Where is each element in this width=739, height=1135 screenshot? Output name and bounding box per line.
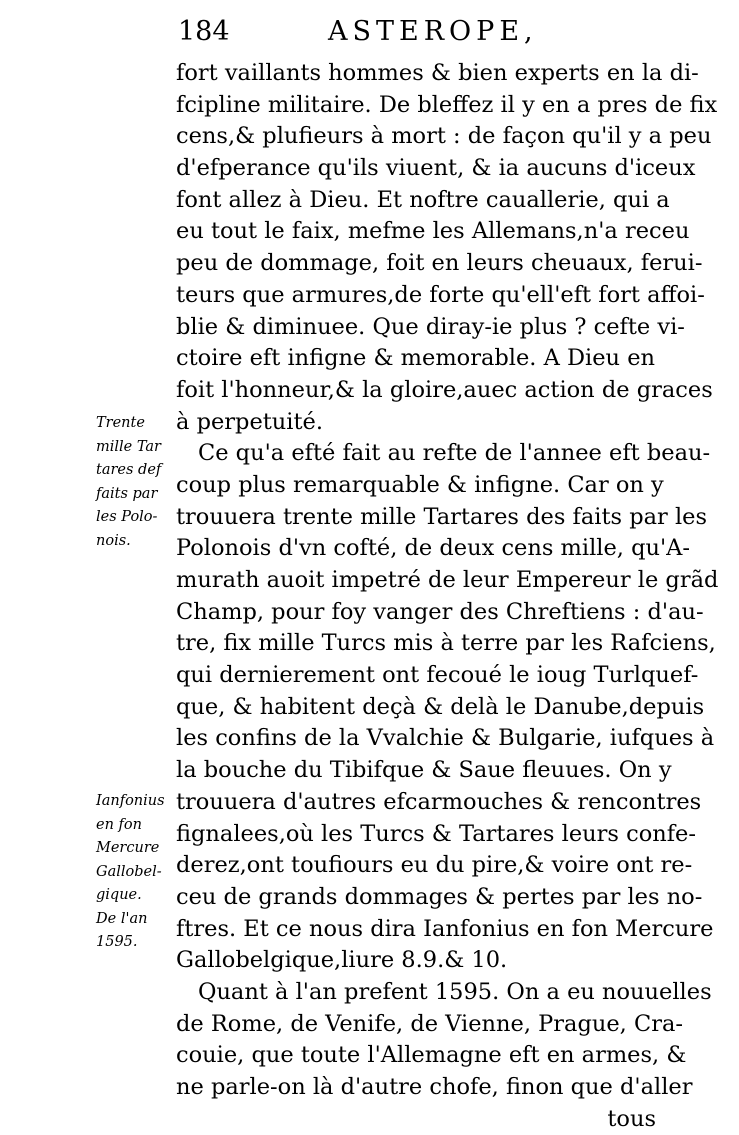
text-line: blie & diminuee. Que diray-ie plus ? cefte vi- <box>176 313 685 340</box>
text-line: que, & habitent deçà & delà le Danube,depuis <box>176 693 705 720</box>
text-line: ftres. Et ce nous dira Ianfonius en fon Mercure <box>176 915 714 942</box>
marginal-line: mille Tar <box>96 438 161 455</box>
text-line: cens,& plufieurs à mort : de façon qu'il y a peu <box>176 123 712 150</box>
paragraph-start-line: Ce qu'a efté fait au refte de l'annee eft beau- <box>198 440 711 467</box>
body-text <box>176 58 719 1135</box>
text-line: la bouche du Tibifque & Saue fleuues. On y <box>176 757 672 784</box>
text-line: teurs que armures,de forte qu'ell'eft fort affoi- <box>176 281 705 308</box>
text-line: tre, fix mille Turcs mis à terre par les Rafciens, <box>176 630 716 657</box>
text-line: Gallobelgique,liure 8.9.& 10. <box>176 947 508 974</box>
text-line: ceu de grands dommages & pertes par les no- <box>176 883 703 910</box>
text-line: trouuera trente mille Tartares des faits par les <box>176 503 708 530</box>
marginal-line: Ianfonius <box>96 793 165 809</box>
text-line: eu tout le faix, mefme les Allemans,n'a receu <box>176 218 690 245</box>
text-line: peu de dommage, foit en leurs cheuaux, ferui- <box>176 250 703 277</box>
text-line: fort vaillants hommes & bien experts en la di- <box>176 60 699 86</box>
text-line: à perpetuité. <box>176 408 323 435</box>
catchword: tous <box>607 1105 656 1132</box>
running-title: ASTEROPE, <box>328 16 538 47</box>
text-line: ctoire eft infigne & memorable. A Dieu en <box>176 345 656 372</box>
marginal-line: les Polo- <box>96 509 158 525</box>
marginal-line: faits par <box>96 485 158 502</box>
text-line: qui dernierement ont fecoué le ioug Turlquef- <box>176 662 699 689</box>
marginal-line: en fon <box>96 816 142 833</box>
marginal-line: De l'an <box>96 910 148 927</box>
page-number: 184 <box>178 16 230 47</box>
marginal-line: tares def <box>96 462 162 478</box>
marginal-line: Mercure <box>96 840 160 856</box>
text-line: murath auoit impetré de leur Empereur le grãd <box>176 567 719 593</box>
text-line: Polonois d'vn cofté, de deux cens mille, qu'A- <box>176 535 691 562</box>
marginal-note-jansonius <box>96 790 176 955</box>
text-line: couie, que toute l'Allemagne eft en armes, & <box>176 1042 687 1069</box>
paragraph-start-line: Quant à l'an prefent 1595. On a eu nouuelles <box>198 978 712 1005</box>
page-header <box>178 16 658 56</box>
marginal-note-tartars <box>96 412 176 553</box>
marginal-line: Gallobel- <box>96 863 162 880</box>
text-line: fignalees,où les Turcs & Tartares leurs confe- <box>176 820 696 847</box>
text-line: de Rome, de Venife, de Vienne, Prague, Cra- <box>176 1010 683 1037</box>
marginal-line: nois. <box>96 532 131 549</box>
text-line: ne parle-on là d'autre chofe, finon que d'aller <box>176 1074 693 1100</box>
text-line: fcipline militaire. De bleffez il y en a pres de fix <box>176 91 718 118</box>
text-line: derez,ont toufiours eu du pire,& voire ont re- <box>176 852 693 879</box>
marginal-line: Trente <box>96 415 145 431</box>
marginal-line: gique. <box>96 887 142 903</box>
text-line: les confins de la Vvalchie & Bulgarie, iufques à <box>176 725 715 752</box>
text-line: coup plus remarquable & infigne. Car on y <box>176 471 664 498</box>
marginal-line: 1595. <box>96 934 138 950</box>
text-line: font allez à Dieu. Et noftre cauallerie, qui a <box>176 186 670 213</box>
text-line: Champ, pour foy vanger des Chreftiens : d'au- <box>176 598 704 625</box>
text-line: foit l'honneur,& la gloire,auec action de graces <box>176 376 713 403</box>
text-line: trouuera d'autres efcarmouches & rencontres <box>176 788 702 815</box>
text-line: d'efperance qu'ils viuent, & ia aucuns d'iceux <box>176 155 696 182</box>
